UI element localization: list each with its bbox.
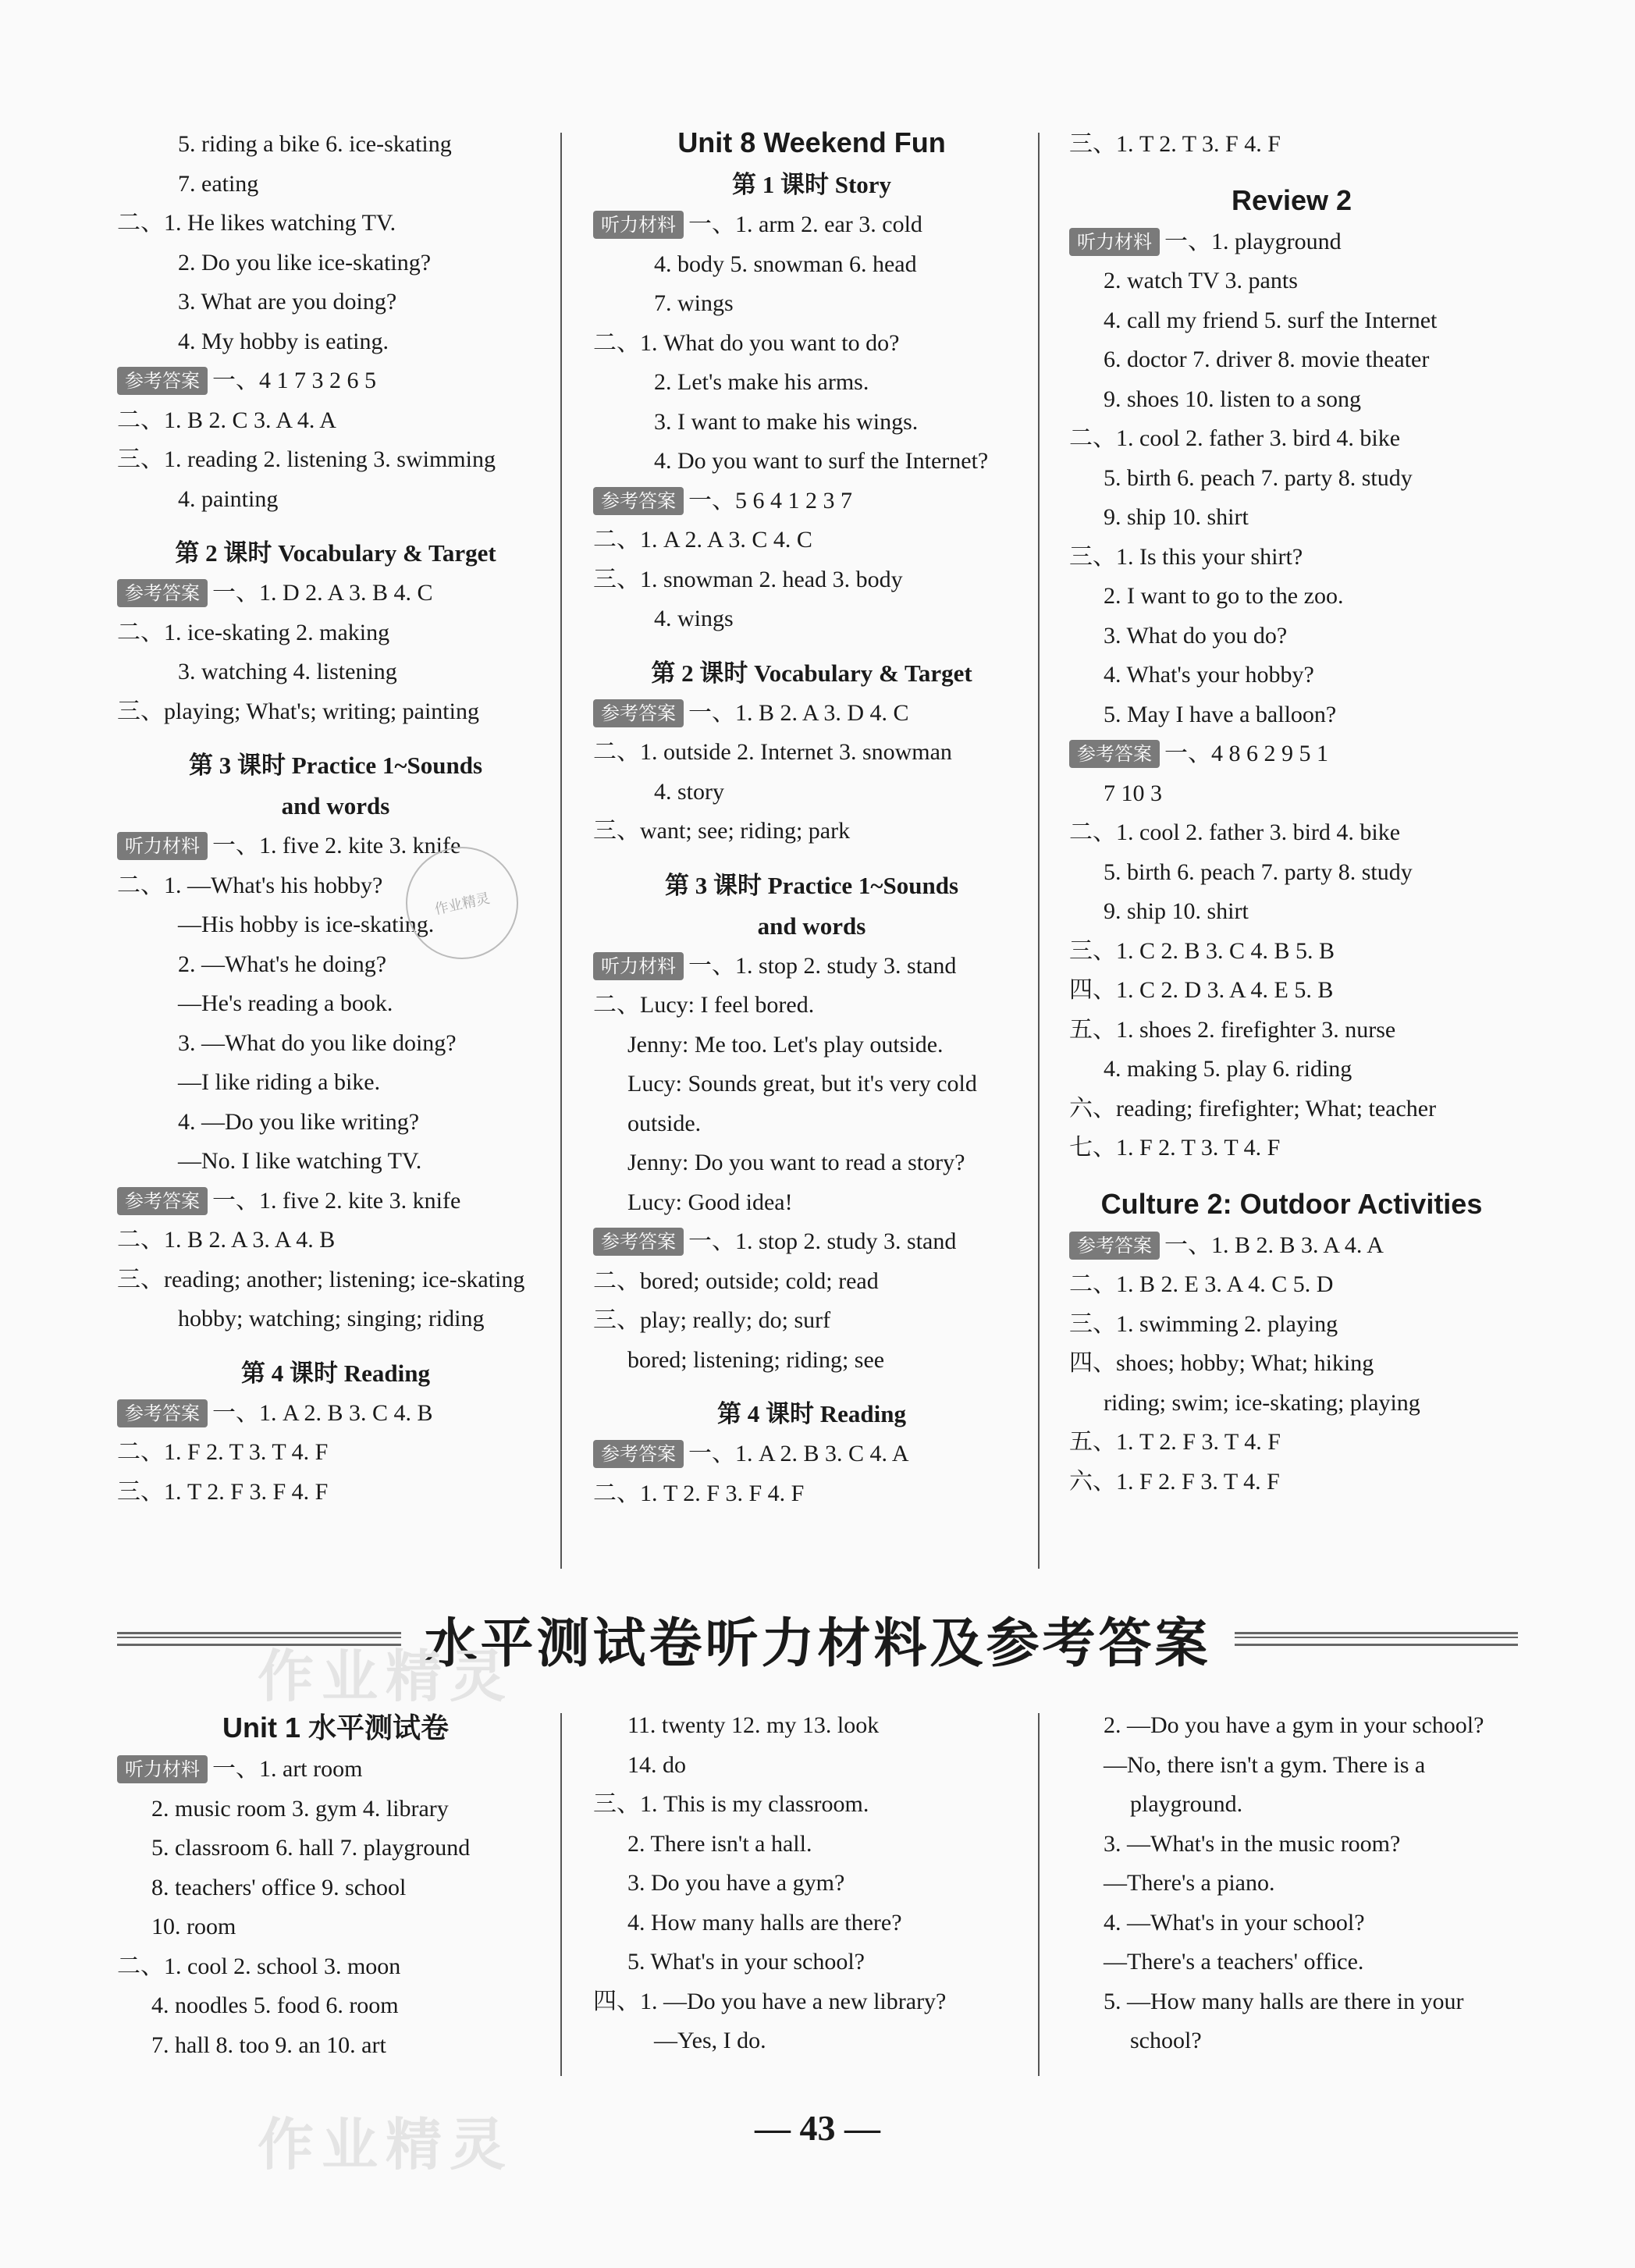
answer-text: 一、1. stop 2. study 3. stand bbox=[688, 1228, 957, 1254]
reference-answer-tag: 参考答案 bbox=[117, 579, 208, 607]
lesson-heading: 第 1 课时 Story bbox=[731, 171, 892, 198]
answer-line: 二、1. cool 2. father 3. bird 4. bike bbox=[1069, 425, 1401, 451]
answer-line: 五、1. T 2. F 3. T 4. F bbox=[1069, 1429, 1281, 1455]
tagged-answer-line bbox=[593, 947, 1030, 986]
answer-line: 三、1. swimming 2. playing bbox=[1069, 1310, 1338, 1337]
answer-text: 一、1. B 2. A 3. D 4. C bbox=[688, 699, 909, 726]
column-divider bbox=[1038, 1713, 1040, 2076]
answer-line: 4. Do you want to surf the Internet? bbox=[654, 448, 989, 474]
answer-text: 一、4 8 6 2 9 5 1 bbox=[1164, 741, 1328, 766]
spacer bbox=[117, 519, 554, 533]
answer-text: 一、1. stop 2. study 3. stand bbox=[688, 952, 957, 979]
answer-text: 一、5 6 4 1 2 3 7 bbox=[688, 487, 852, 514]
answer-line: 五、1. shoes 2. firefighter 3. nurse bbox=[1069, 1016, 1396, 1043]
lesson-heading: and words bbox=[281, 792, 390, 819]
answer-line: 3. —What do you like doing? bbox=[178, 1029, 457, 1056]
stamp-text: 作业精灵 bbox=[432, 890, 492, 919]
column-5 bbox=[593, 1706, 1030, 2061]
spacer bbox=[593, 639, 1030, 653]
answer-line: 二、1. He likes watching TV. bbox=[117, 210, 396, 236]
answer-line: 二、1. B 2. A 3. A 4. B bbox=[117, 1227, 336, 1253]
answer-line: 七、1. F 2. T 3. T 4. F bbox=[1069, 1135, 1281, 1161]
answer-line: 二、1. cool 2. father 3. bird 4. bike bbox=[1069, 819, 1401, 845]
answer-line: hobby; watching; singing; riding bbox=[178, 1306, 485, 1331]
answer-line: 2. Do you like ice-skating? bbox=[178, 249, 432, 276]
spacer bbox=[117, 731, 554, 745]
answer-line: 六、reading; firefighter; What; teacher bbox=[1069, 1095, 1437, 1122]
answer-line: 2. I want to go to the zoo. bbox=[1104, 583, 1344, 609]
answer-line: 11. twenty 12. my 13. look bbox=[627, 1712, 880, 1738]
answer-line: Jenny: Do you want to read a story? bbox=[627, 1150, 965, 1175]
answer-line: 四、1. C 2. D 3. A 4. E 5. B bbox=[1069, 977, 1334, 1003]
answer-line: 4. —What's in your school? bbox=[1104, 1909, 1365, 1936]
answer-line: 7 10 3 bbox=[1104, 780, 1162, 806]
answer-line: Lucy: Good idea! bbox=[627, 1189, 793, 1215]
answer-line: 二、1. T 2. F 3. F 4. F bbox=[593, 1480, 805, 1506]
watermark: 作业精灵 bbox=[258, 1644, 514, 1709]
answer-line: 7. wings bbox=[654, 290, 734, 316]
spacer bbox=[1069, 1168, 1514, 1182]
tagged-answer-line bbox=[117, 1750, 554, 1790]
column-6 bbox=[1069, 1706, 1514, 2061]
answer-line: 2. —What's he doing? bbox=[178, 951, 387, 977]
tagged-answer-line bbox=[593, 694, 1030, 734]
tagged-answer-line bbox=[593, 1434, 1030, 1474]
tagged-answer-line bbox=[117, 1182, 554, 1221]
answer-line: 二、1. —What's his hobby? bbox=[117, 872, 383, 898]
reference-answer-tag: 参考答案 bbox=[1069, 1232, 1160, 1260]
answer-line: 5. birth 6. peach 7. party 8. study bbox=[1104, 464, 1413, 491]
column-divider bbox=[560, 133, 562, 1569]
column-1 bbox=[117, 125, 554, 1512]
answer-line: 三、play; really; do; surf bbox=[593, 1307, 831, 1333]
tagged-answer-line bbox=[1069, 734, 1514, 774]
answer-line: 4. call my friend 5. surf the Internet bbox=[1104, 307, 1438, 333]
unit-heading: Unit 8 Weekend Fun bbox=[677, 126, 946, 158]
unit-heading: Unit 1 水平测试卷 bbox=[222, 1712, 449, 1744]
answer-line: 5. birth 6. peach 7. party 8. study bbox=[1104, 858, 1413, 885]
answer-text: 一、1. arm 2. ear 3. cold bbox=[688, 212, 922, 237]
tagged-answer-line bbox=[593, 1222, 1030, 1262]
answer-line: 4. painting bbox=[178, 485, 279, 512]
column-3 bbox=[1069, 125, 1514, 1502]
unit-heading: Review 2 bbox=[1231, 183, 1352, 216]
answer-line: —His hobby is ice-skating. bbox=[178, 912, 435, 937]
answer-text: 一、1. five 2. kite 3. knife bbox=[212, 833, 461, 858]
answer-line: 二、1. cool 2. school 3. moon bbox=[117, 1953, 401, 1979]
answer-line: 二、1. ice-skating 2. making bbox=[117, 619, 390, 645]
answer-line: 3. Do you have a gym? bbox=[627, 1870, 845, 1896]
answer-line: 二、1. outside 2. Internet 3. snowman bbox=[593, 739, 952, 765]
answer-line: 5. What's in your school? bbox=[627, 1949, 865, 1975]
answer-line: 7. eating bbox=[178, 170, 259, 197]
answer-line: —There's a piano. bbox=[1104, 1870, 1275, 1896]
answer-line: 5. classroom 6. hall 7. playground bbox=[151, 1835, 471, 1861]
reference-answer-tag: 参考答案 bbox=[1069, 740, 1160, 768]
answer-line: 二、1. F 2. T 3. T 4. F bbox=[117, 1439, 329, 1465]
answer-line: 二、1. What do you want to do? bbox=[593, 329, 900, 356]
answer-line: 3. —What's in the music room? bbox=[1104, 1830, 1401, 1857]
answer-line: 三、1. Is this your shirt? bbox=[1069, 543, 1303, 570]
answer-line: 4. body 5. snowman 6. head bbox=[654, 251, 917, 277]
answer-line: 3. What are you doing? bbox=[178, 289, 397, 315]
reference-answer-tag: 参考答案 bbox=[117, 1187, 208, 1215]
tagged-answer-line bbox=[593, 482, 1030, 521]
listening-material-tag: 听力材料 bbox=[593, 211, 684, 239]
unit-heading: Culture 2: Outdoor Activities bbox=[1100, 1187, 1483, 1220]
answer-line: —I like riding a bike. bbox=[178, 1069, 381, 1095]
answer-line: 三、1. T 2. T 3. F 4. F bbox=[1069, 131, 1281, 157]
answer-line: 三、want; see; riding; park bbox=[593, 818, 851, 844]
answer-text: 一、1. A 2. B 3. C 4. B bbox=[212, 1399, 433, 1426]
answer-line: —Yes, I do. bbox=[654, 2028, 766, 2053]
answer-text: 一、1. D 2. A 3. B 4. C bbox=[212, 580, 433, 606]
answer-line: 4. wings bbox=[654, 606, 734, 631]
answer-line: 三、1. snowman 2. head 3. body bbox=[593, 566, 903, 592]
answer-line: 三、reading; another; listening; ice-skating bbox=[117, 1266, 525, 1292]
answer-line: 4. —Do you like writing? bbox=[178, 1108, 420, 1135]
answer-text: 一、1. art room bbox=[212, 1756, 363, 1782]
reference-answer-tag: 参考答案 bbox=[593, 1440, 684, 1468]
answer-line: —No. I like watching TV. bbox=[178, 1148, 422, 1174]
answer-line: 3. I want to make his wings. bbox=[654, 408, 919, 435]
answer-line: 三、1. T 2. F 3. F 4. F bbox=[117, 1478, 329, 1505]
answer-line: —He's reading a book. bbox=[178, 990, 393, 1016]
banner-rule-right bbox=[1235, 1632, 1519, 1646]
answer-line: 5. May I have a balloon? bbox=[1104, 701, 1337, 727]
answer-line: 9. ship 10. shirt bbox=[1104, 898, 1249, 924]
answer-line: 二、bored; outside; cold; read bbox=[593, 1267, 879, 1294]
answer-line: 4. story bbox=[654, 778, 724, 805]
answer-line: 三、playing; What's; writing; painting bbox=[117, 698, 479, 724]
tagged-answer-line bbox=[117, 574, 554, 613]
answer-line: 5. —How many halls are there in your bbox=[1104, 1988, 1464, 2014]
answer-line: Jenny: Me too. Let's play outside. bbox=[627, 1031, 944, 1058]
answer-line: 三、1. reading 2. listening 3. swimming bbox=[117, 446, 496, 472]
answer-line: 四、1. —Do you have a new library? bbox=[593, 1988, 947, 2014]
answer-text: 一、1. B 2. B 3. A 4. A bbox=[1164, 1232, 1384, 1258]
answer-line: 四、shoes; hobby; What; hiking bbox=[1069, 1350, 1374, 1376]
reference-answer-tag: 参考答案 bbox=[593, 487, 684, 515]
answer-line: 9. shoes 10. listen to a song bbox=[1104, 386, 1361, 412]
answer-line: —No, there isn't a gym. There is a bbox=[1104, 1751, 1426, 1778]
answer-line: 3. watching 4. listening bbox=[178, 659, 397, 684]
watermark: 作业精灵 bbox=[258, 2112, 514, 2177]
answer-line: 8. teachers' office 9. school bbox=[151, 1874, 407, 1900]
lesson-heading: 第 3 课时 Practice 1~Sounds bbox=[188, 752, 483, 779]
spacer bbox=[117, 1339, 554, 1353]
reference-answer-tag: 参考答案 bbox=[117, 367, 208, 395]
answer-line: 二、1. B 2. C 3. A 4. A bbox=[117, 407, 336, 433]
answer-line: 2. watch TV 3. pants bbox=[1104, 268, 1298, 293]
answer-line: playground. bbox=[1130, 1791, 1243, 1817]
tagged-answer-line bbox=[1069, 222, 1514, 262]
answer-line: 六、1. F 2. F 3. T 4. F bbox=[1069, 1468, 1280, 1495]
listening-material-tag: 听力材料 bbox=[1069, 228, 1160, 256]
answer-line: 4. making 5. play 6. riding bbox=[1104, 1056, 1352, 1082]
answer-line: bored; listening; riding; see bbox=[627, 1346, 885, 1373]
lesson-heading: 第 2 课时 Vocabulary & Target bbox=[175, 539, 496, 567]
answer-line: 2. Let's make his arms. bbox=[654, 369, 869, 395]
spacer bbox=[593, 1380, 1030, 1394]
answer-line: 14. do bbox=[627, 1751, 686, 1778]
answer-line: 6. doctor 7. driver 8. movie theater bbox=[1104, 347, 1430, 372]
answer-text: 一、4 1 7 3 2 6 5 bbox=[212, 368, 376, 393]
answer-line: 4. noodles 5. food 6. room bbox=[151, 1992, 399, 2018]
answer-line: 2. music room 3. gym 4. library bbox=[151, 1795, 449, 1822]
answer-line: 4. My hobby is eating. bbox=[178, 328, 389, 354]
answer-line: 7. hall 8. too 9. an 10. art bbox=[151, 2032, 386, 2058]
lesson-heading: and words bbox=[757, 912, 866, 940]
tagged-answer-line bbox=[117, 361, 554, 401]
lesson-heading: 第 2 课时 Vocabulary & Target bbox=[651, 659, 972, 687]
listening-material-tag: 听力材料 bbox=[117, 832, 208, 860]
answer-line: 二、1. A 2. A 3. C 4. C bbox=[593, 527, 812, 553]
answer-text: 一、1. five 2. kite 3. knife bbox=[212, 1187, 461, 1214]
answer-line: 3. What do you do? bbox=[1104, 622, 1288, 649]
answer-line: 2. —Do you have a gym in your school? bbox=[1104, 1712, 1484, 1738]
answer-line: 4. What's your hobby? bbox=[1104, 662, 1314, 688]
listening-material-tag: 听力材料 bbox=[593, 952, 684, 980]
answer-line: 2. There isn't a hall. bbox=[627, 1830, 812, 1857]
tagged-answer-line bbox=[1069, 1226, 1514, 1266]
answer-line: 10. room bbox=[151, 1914, 236, 1939]
answer-line: 4. How many halls are there? bbox=[627, 1909, 902, 1936]
page-number: — 43 — bbox=[755, 2108, 880, 2148]
answer-line: 三、1. C 2. B 3. C 4. B 5. B bbox=[1069, 937, 1335, 964]
tagged-answer-line bbox=[117, 1394, 554, 1434]
answer-line: 5. riding a bike 6. ice-skating bbox=[178, 131, 452, 157]
answer-text: 一、1. A 2. B 3. C 4. A bbox=[688, 1441, 909, 1466]
spacer bbox=[1069, 165, 1514, 179]
listening-material-tag: 听力材料 bbox=[117, 1755, 208, 1783]
lesson-heading: 第 3 课时 Practice 1~Sounds bbox=[664, 871, 959, 899]
column-2 bbox=[593, 121, 1030, 1513]
answer-line: 9. ship 10. shirt bbox=[1104, 504, 1249, 530]
lesson-heading: 第 4 课时 Reading bbox=[717, 1400, 906, 1427]
spacer bbox=[593, 851, 1030, 866]
reference-answer-tag: 参考答案 bbox=[593, 1228, 684, 1256]
answer-line: outside. bbox=[627, 1110, 702, 1136]
answer-line: 三、1. This is my classroom. bbox=[593, 1791, 869, 1817]
answer-text: 一、1. playground bbox=[1164, 228, 1342, 254]
reference-answer-tag: 参考答案 bbox=[117, 1399, 208, 1427]
answer-line: riding; swim; ice-skating; playing bbox=[1104, 1389, 1420, 1416]
answer-line: 二、Lucy: I feel bored. bbox=[593, 992, 815, 1018]
column-divider bbox=[1038, 133, 1040, 1569]
tagged-answer-line bbox=[593, 205, 1030, 245]
lesson-heading: 第 4 课时 Reading bbox=[241, 1359, 430, 1387]
answer-line: school? bbox=[1130, 2028, 1202, 2053]
answer-line: 二、1. B 2. E 3. A 4. C 5. D bbox=[1069, 1271, 1334, 1297]
answer-line: —There's a teachers' office. bbox=[1104, 1949, 1364, 1975]
column-divider bbox=[560, 1713, 562, 2076]
banner-title: 水平测试卷听力材料及参考答案 bbox=[424, 1612, 1211, 1675]
column-4 bbox=[117, 1706, 554, 2065]
answer-line: Lucy: Sounds great, but it's very cold bbox=[627, 1071, 977, 1097]
reference-answer-tag: 参考答案 bbox=[593, 699, 684, 727]
